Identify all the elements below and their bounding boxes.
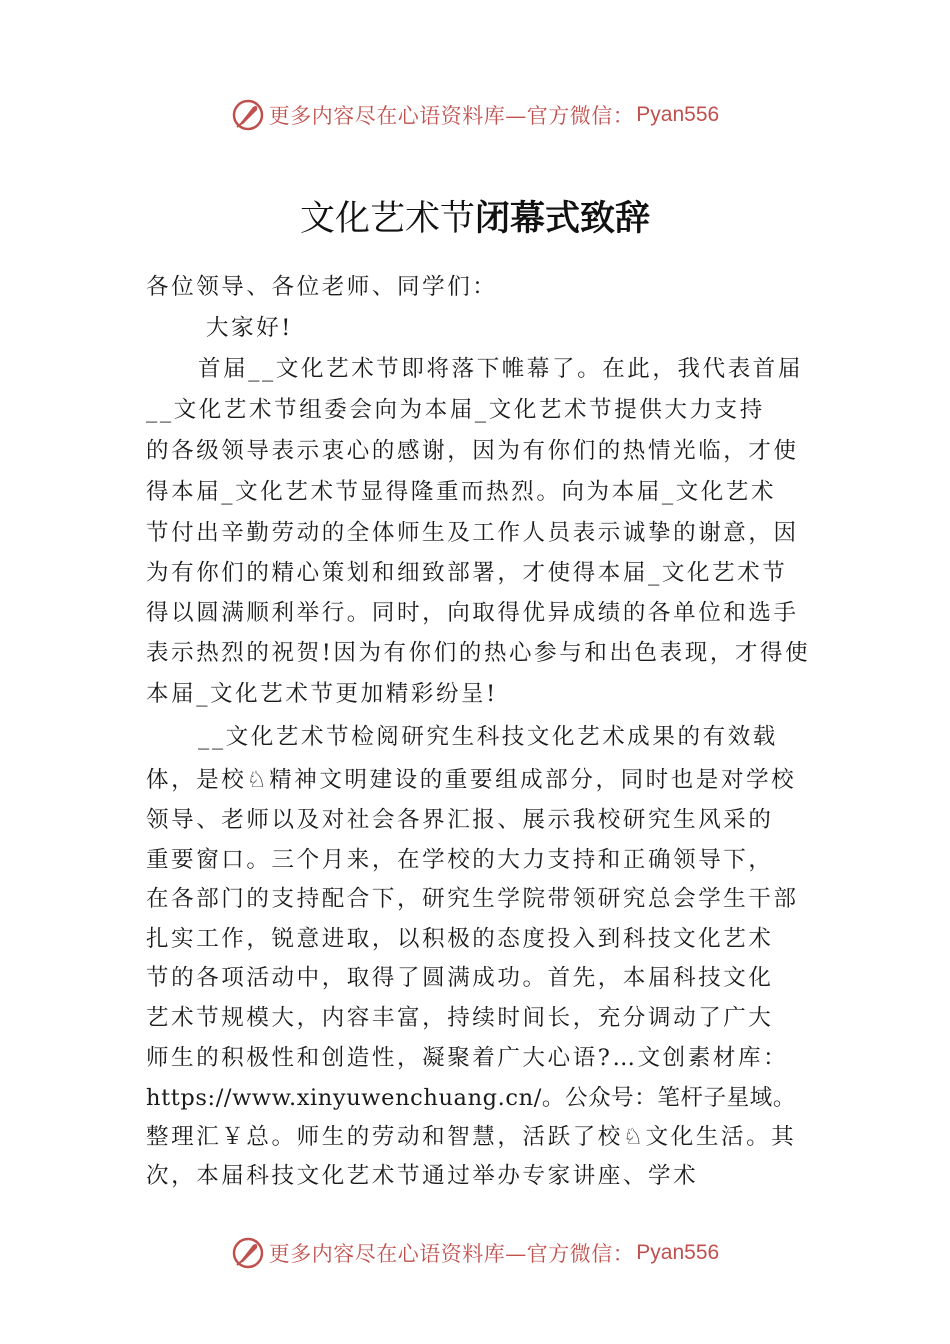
paragraph-line: 扎实工作，锐意进取，以积极的态度投入到科技文化艺术 [146, 926, 774, 952]
paragraph-line: 本届_文化艺术节更加精彩纷呈! [146, 681, 498, 707]
paragraph-line: 整理汇￥总。师生的劳动和智慧，活跃了校♘文化生活。其 [146, 1124, 797, 1150]
paragraph-line: 节付出辛勤劳动的全体师生及工作人员表示诚挚的谢意，因 [146, 520, 799, 546]
page-title [0, 196, 950, 242]
paragraph-line: 为有你们的精心策划和细致部署，才使得本届_文化艺术节 [146, 560, 788, 586]
paragraph-line: 师生的积极性和创造性，凝聚着广大心语?…文创素材库： [146, 1045, 789, 1071]
paragraph-line: 表示热烈的祝贺!因为有你们的热心参与和出色表现，才得使 [146, 640, 811, 666]
paragraph-line: __文化艺术节检阅研究生科技文化艺术成果的有效载 [198, 724, 778, 750]
title-bold: 闭幕式致辞 [475, 199, 651, 239]
quill-logo-icon [231, 1236, 265, 1270]
paragraph-line: 领导、老师以及对社会各界汇报、展示我校研究生风采的 [146, 807, 774, 833]
quill-logo-icon [231, 98, 265, 132]
paragraph-line: 的各级领导表示衷心的感谢，因为有你们的热情光临，才使 [146, 438, 799, 464]
salutation-line: 各位领导、各位老师、同学们： [146, 274, 498, 300]
paragraph-line: 次，本届科技文化艺术节通过举办专家讲座、学术 [146, 1163, 699, 1189]
paragraph-line: 首届__文化艺术节即将落下帷幕了。在此，我代表首届 [198, 356, 804, 382]
banner-text: 更多内容尽在心语资料库—官方微信： [268, 1242, 635, 1266]
paragraph-line: 得本届_文化艺术节显得隆重而热烈。向为本届_文化艺术 [146, 479, 777, 505]
paragraph-line: 得以圆满顺利举行。同时，向取得优异成绩的各单位和选手 [146, 600, 799, 626]
wechat-id: Pyan556 [636, 103, 720, 126]
footer-banner [0, 1233, 950, 1273]
greeting-line: 大家好! [206, 315, 293, 341]
paragraph-line: 艺术节规模大，内容丰富，持续时间长，充分调动了广大 [146, 1005, 774, 1031]
paragraph-line: 重要窗口。三个月来，在学校的大力支持和正确领导下， [146, 847, 774, 873]
paragraph-line: __文化艺术节组委会向为本届_文化艺术节提供大力支持 [146, 397, 765, 423]
wechat-id: Pyan556 [636, 1241, 720, 1264]
paragraph-line: 体，是校♘精神文明建设的重要组成部分，同时也是对学校 [146, 767, 797, 793]
paragraph-line: https://www.xinyuwenchuang.cn/。公众号：笔杆子星域。 [146, 1085, 796, 1111]
header-banner [0, 95, 950, 135]
paragraph-line: 节的各项活动中，取得了圆满成功。首先，本届科技文化 [146, 965, 774, 991]
paragraph-line: 在各部门的支持配合下，研究生学院带领研究总会学生干部 [146, 886, 799, 912]
title-normal: 文化艺术节 [299, 199, 475, 239]
banner-text: 更多内容尽在心语资料库—官方微信： [268, 104, 635, 128]
